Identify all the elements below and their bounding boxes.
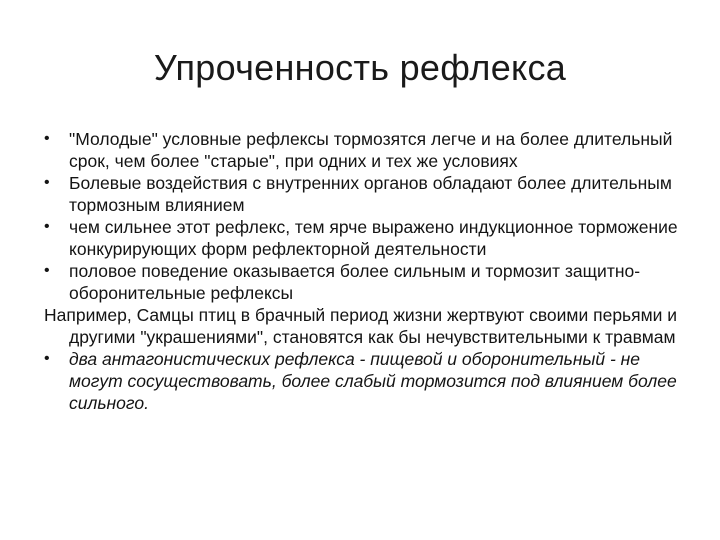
list-item bbox=[44, 216, 684, 260]
list-item-text: два антагонистических рефлекса - пищевой и оборонительный - не могут сосуществовать, более слабый тормозится под влиянием более сильного. bbox=[69, 349, 677, 413]
bullet-icon: • bbox=[44, 174, 50, 191]
bullet-icon: • bbox=[44, 262, 50, 279]
slide-title: Упроченность рефлекса bbox=[153, 47, 567, 88]
example-text: Например, Самцы птиц в брачный период жизни жертвуют своими перьями и другими "украшениями", становятся как бы нечувствительными к травмам bbox=[44, 305, 678, 347]
list-item bbox=[44, 128, 684, 172]
list-item-text: "Молодые" условные рефлексы тормозятся легче и на более длительный срок, чем более "старые", при одних и тех же условиях bbox=[69, 129, 673, 171]
example-paragraph bbox=[44, 304, 684, 348]
bullet-icon: • bbox=[44, 350, 50, 367]
bullet-icon: • bbox=[44, 218, 50, 235]
list-item bbox=[44, 172, 684, 216]
list-item bbox=[44, 348, 684, 414]
list-item-text: Болевые воздействия с внутренних органов обладают более длительным тормозным влиянием bbox=[69, 173, 672, 215]
list-item-text: чем сильнее этот рефлекс, тем ярче выражено индукционное торможение конкурирующих форм рефлекторной деятельности bbox=[69, 217, 678, 259]
list-item bbox=[44, 260, 684, 304]
bullet-icon: • bbox=[44, 130, 50, 147]
list-item-text: половое поведение оказывается более сильным и тормозит защитно-оборонительные рефлексы bbox=[69, 261, 641, 303]
slide-content bbox=[44, 128, 684, 414]
